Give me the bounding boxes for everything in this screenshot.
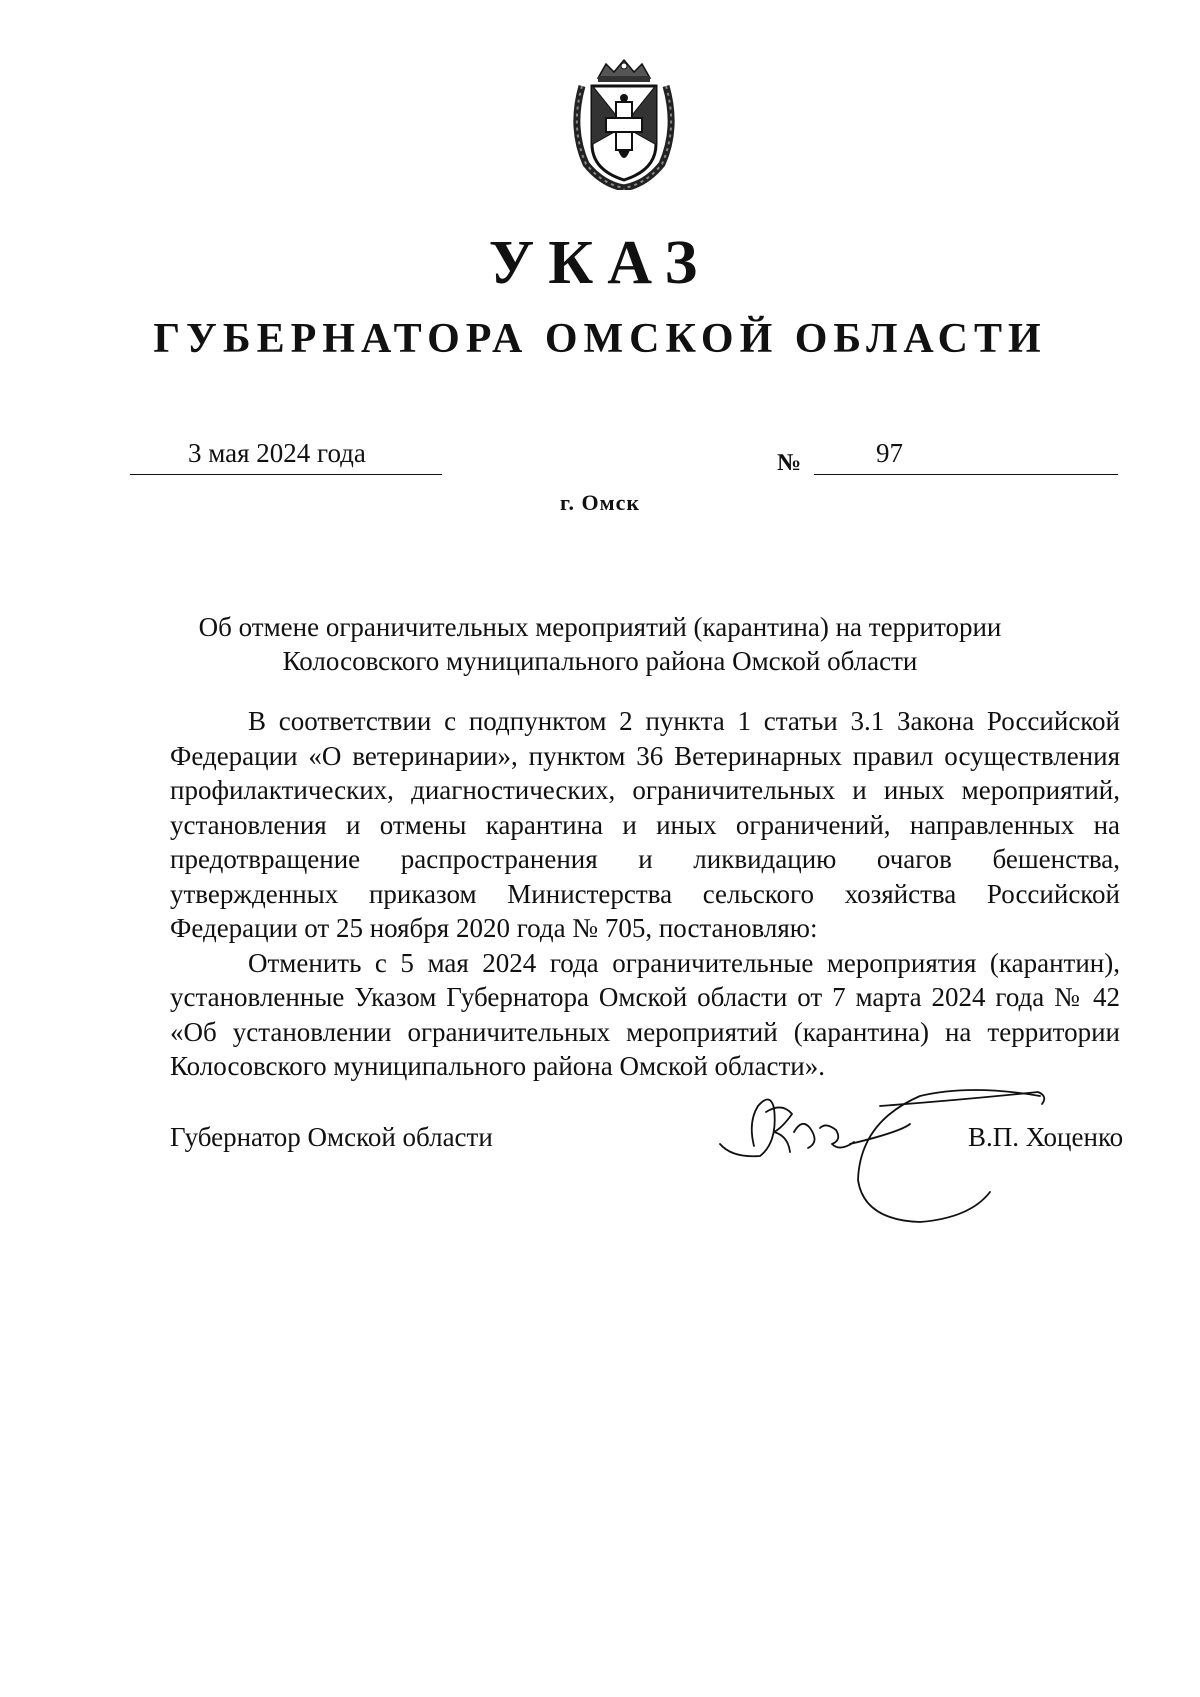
document-date: 3 мая 2024 года	[188, 438, 366, 468]
document-subtitle: ГУБЕРНАТОРА ОМСКОЙ ОБЛАСТИ	[153, 316, 1047, 362]
body-paragraph-1: В соответствии с подпунктом 2 пункта 1 статьи 3.1 Закона Российской Федерации «О ветеринарии», пунктом 36 Ветеринарных правил осуществления профилактических, диагностических, ограничительных и иных мероприятий, установления и отмены карантина и иных ограничений, направленных на предотвращение распространения и ликвидацию очагов бешенства, утвержденных приказом Министерства сельского хозяйства Российской Федерации от 25 ноября 2020 года № 705, постановляю:	[170, 706, 1120, 943]
heading-line-2: Колосовского муниципального района Омской области	[282, 646, 918, 676]
heading-line-1: Об отмене ограничительных мероприятий (карантина) на территории	[198, 612, 1002, 642]
signatory-name: В.П. Хоценко	[968, 1122, 1124, 1152]
coat-of-arms-icon	[568, 58, 680, 190]
document-title: УКАЗ	[488, 229, 712, 297]
document-body	[170, 704, 1120, 1084]
document-city: г. Омск	[559, 490, 641, 515]
body-paragraph-2: Отменить с 5 мая 2024 года ограничительные мероприятия (карантин), установленные Указом Губернатора Омской области от 7 марта 2024 года № 42 «Об установлении ограничительных мероприятий (карантина) на территории Колосовского муниципального района Омской области».	[170, 947, 1120, 1081]
number-field	[814, 432, 1118, 475]
signatory-position: Губернатор Омской области	[170, 1122, 493, 1152]
number-sign: №	[777, 450, 802, 476]
document-number: 97	[876, 438, 903, 468]
date-field	[130, 432, 442, 475]
document-heading	[170, 610, 1030, 678]
